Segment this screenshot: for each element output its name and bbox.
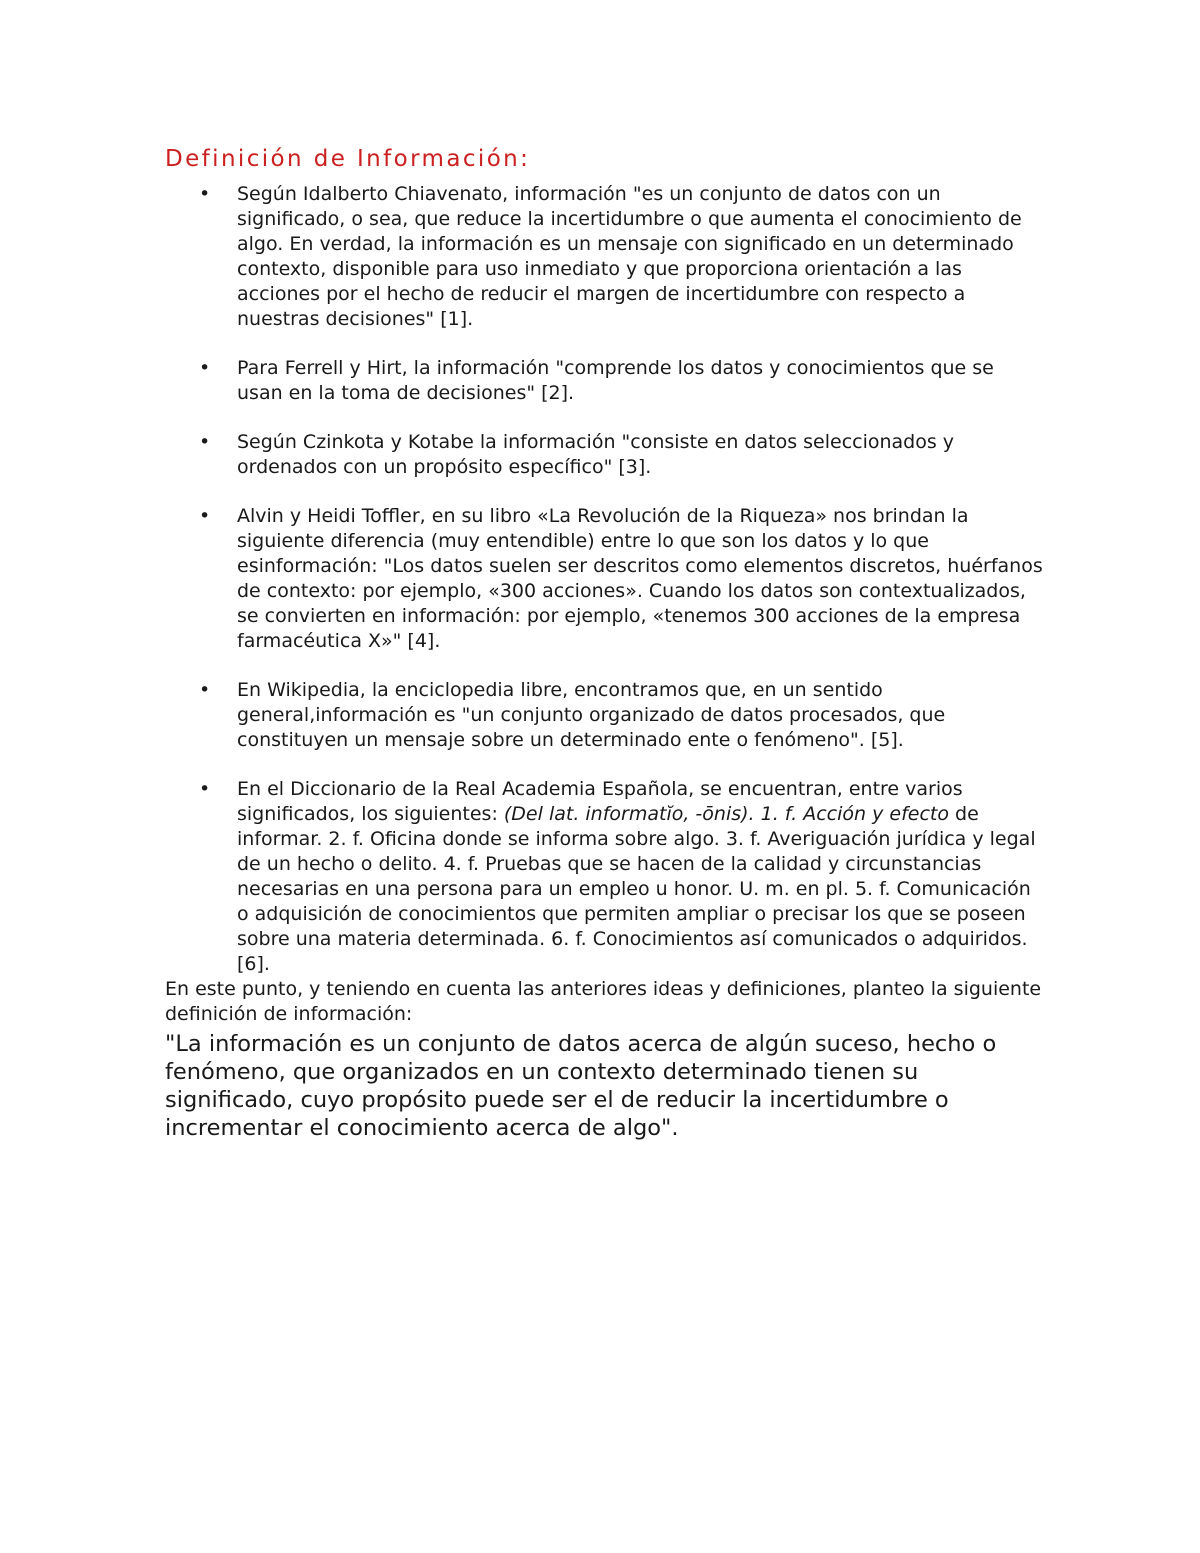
list-item [199, 678, 1045, 753]
definitions-list [165, 182, 1045, 977]
list-item-rae [199, 777, 1045, 977]
bullet-icon: • [199, 431, 211, 453]
list-item-text: Alvin y Heidi Toffler, en su libro «La Revolución de la Riqueza» nos brindan la siguiente diferencia (muy entendible) entre lo que son los datos y lo que esinformación: "Los datos suelen ser descritos como elementos discretos, huérfanos de contexto: por ejemplo, «300 acciones». Cuando los datos son contextualizados, se convierten en información: por ejemplo, «tenemos 300 acciones de la empresa farmacéutica X»" [4]. [237, 505, 1043, 652]
rae-italic: (Del lat. informatĭo, -ōnis). 1. f. Acción y efecto [503, 803, 949, 825]
closing-paragraph: En este punto, y teniendo en cuenta las anteriores ideas y definiciones, planteo la siguiente definición de información: [165, 978, 1042, 1025]
list-item [199, 356, 1045, 406]
bullet-icon: • [199, 778, 211, 800]
bullet-icon: • [199, 505, 211, 527]
final-definition: "La información es un conjunto de datos acerca de algún suceso, hecho o fenómeno, que organizados en un contexto determinado tienen su significado, cuyo propósito puede ser el de reducir la incertidumbre o incrementar el conocimiento acerca de algo". [165, 1031, 997, 1141]
rae-rest: de informar. 2. f. Oficina donde se informa sobre algo. 3. f. Averiguación jurídica y legal de un hecho o delito. 4. f. Pruebas que se hacen de la calidad y circunstancias necesarias en una persona para un empleo u honor. U. m. en pl. 5. f. Comunicación o adquisición de conocimientos que permiten ampliar o precisar los que se poseen sobre una materia determinada. 6. f. Conocimientos así comunicados o adquiridos. [6]. [237, 803, 1036, 975]
bullet-icon: • [199, 183, 211, 205]
bullet-icon: • [199, 357, 211, 379]
list-item [199, 182, 1045, 332]
list-item-text: Para Ferrell y Hirt, la información "comprende los datos y conocimientos que se usan en la toma de decisiones" [2]. [237, 357, 994, 404]
list-item-text: En Wikipedia, la enciclopedia libre, encontramos que, en un sentido general,información es "un conjunto organizado de datos procesados, que constituyen un mensaje sobre un determinado ente o fenómeno". [5]. [237, 679, 946, 751]
document-body [165, 143, 1045, 1142]
list-item [199, 430, 1045, 480]
bullet-icon: • [199, 679, 211, 701]
list-item [199, 504, 1045, 654]
page-title: Definición de Información: [165, 146, 531, 172]
list-item-text: Según Czinkota y Kotabe la información "consiste en datos seleccionados y ordenados con un propósito específico" [3]. [237, 431, 955, 478]
rae-intro: En el Diccionario de la Real Academia Española, se encuentran, entre varios significados, los siguientes: [237, 778, 963, 825]
list-item-text: Según Idalberto Chiavenato, información "es un conjunto de datos con un significado, o sea, que reduce la incertidumbre o que aumenta el conocimiento de algo. En verdad, la información es un mensaje con significado en un determinado contexto, disponible para uso inmediato y que proporciona orientación a las acciones por el hecho de reducir el margen de incertidumbre con respecto a nuestras decisiones" [1]. [237, 183, 1022, 330]
